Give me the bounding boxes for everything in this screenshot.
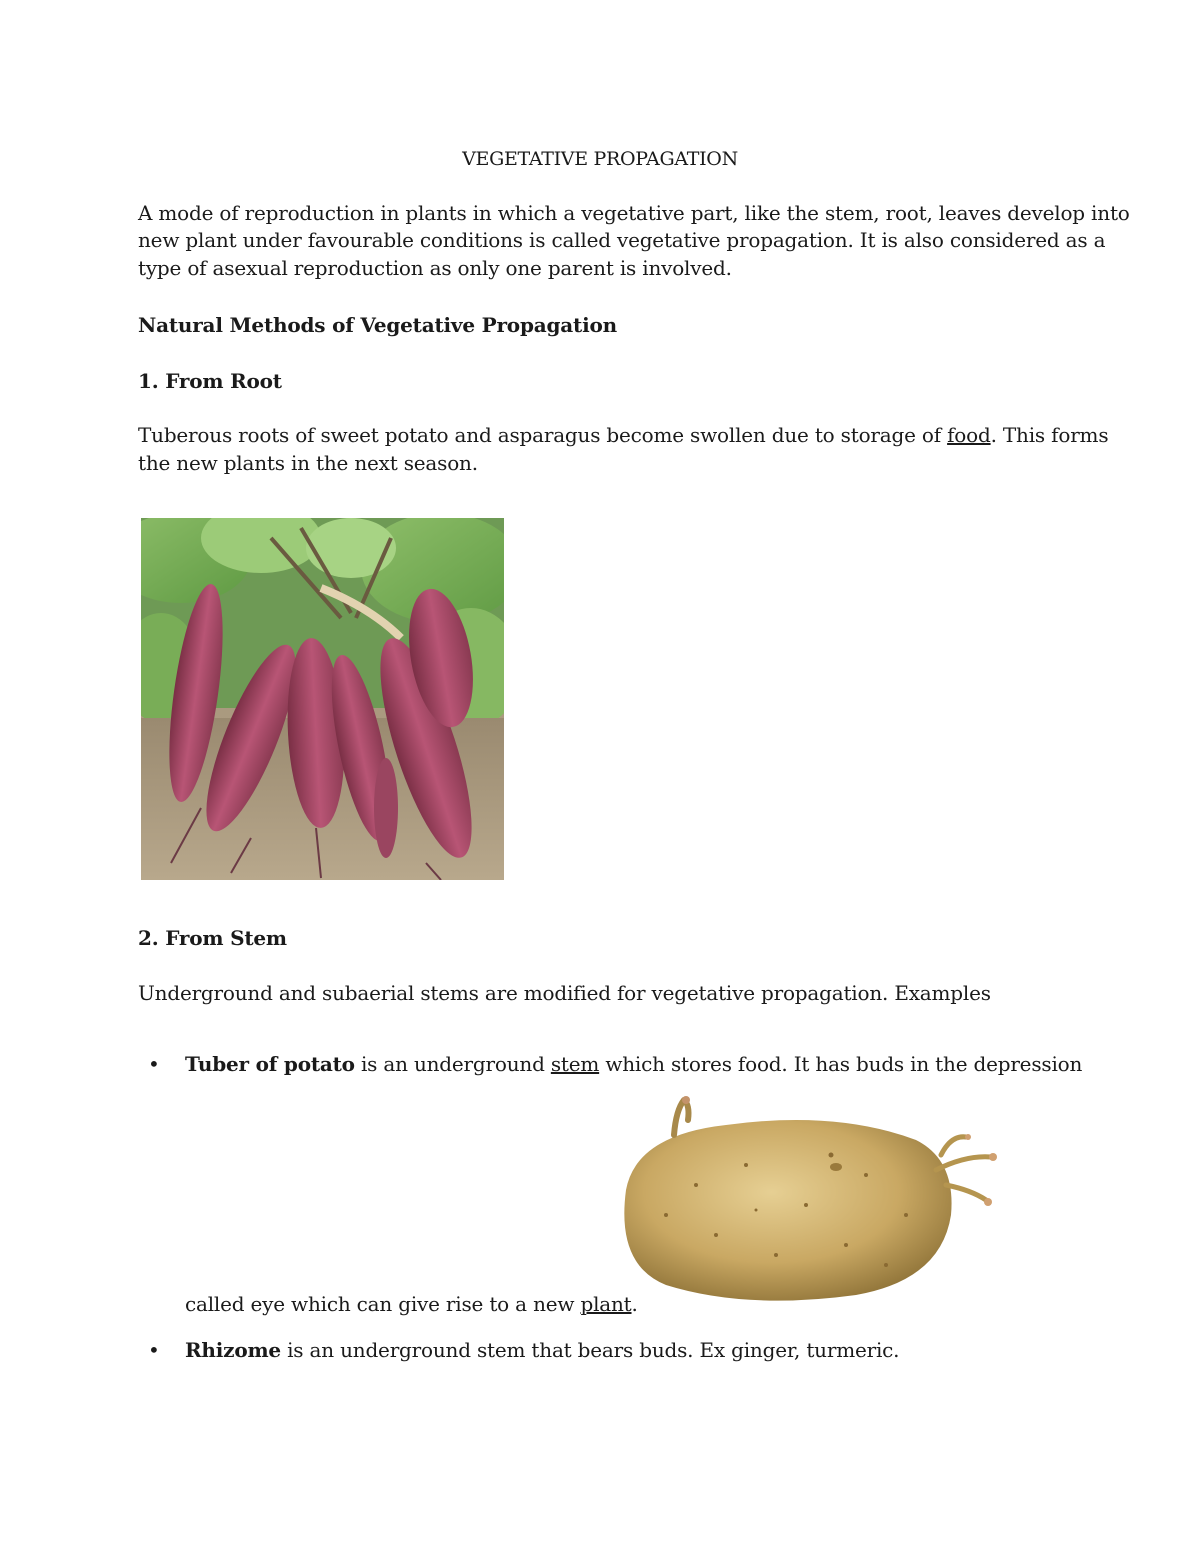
rhizome-text: is an underground stem that bears buds. Ex ginger, turmeric. — [280, 1338, 900, 1362]
potato-photo — [606, 1095, 1006, 1310]
intro-line-3: type of asexual reproduction as only one parent is involved. — [138, 256, 732, 280]
bullet-icon: • — [148, 1052, 160, 1076]
rhizome-term: Rhizome — [185, 1338, 281, 1362]
root-paragraph-line-1 — [138, 422, 1108, 449]
stem-intro: Underground and subaerial stems are modified for vegetative propagation. Examples — [138, 981, 991, 1005]
potato-text-post: which stores food. It has buds in the depression — [599, 1052, 1083, 1076]
document-title: VEGETATIVE PROPAGATION — [462, 148, 738, 170]
sweet-potato-photo — [141, 518, 504, 880]
potato-cont-pre: called eye which can give rise to a new — [185, 1292, 581, 1316]
intro-line-1: A mode of reproduction in plants in which a vegetative part, like the stem, root, leaves develop into — [138, 201, 1130, 225]
plant-link[interactable]: plant — [580, 1292, 632, 1316]
root-paragraph-line-2: the new plants in the next season. — [138, 451, 478, 475]
root-text-pre: Tuberous roots of sweet potato and asparagus become swollen due to storage of — [138, 423, 948, 447]
food-link[interactable]: food — [947, 423, 991, 447]
root-text-post: . This forms — [990, 423, 1109, 447]
intro-line-2: new plant under favourable conditions is called vegetative propagation. It is also considered as a — [138, 228, 1106, 252]
rhizome-bullet — [185, 1337, 899, 1364]
potato-cont-post: . — [631, 1292, 638, 1316]
root-heading: 1. From Root — [138, 369, 282, 393]
stem-heading: 2. From Stem — [138, 926, 287, 950]
bullet-icon: • — [148, 1338, 160, 1362]
section-heading: Natural Methods of Vegetative Propagation — [138, 313, 617, 337]
potato-text-pre: is an underground — [354, 1052, 551, 1076]
potato-bullet-line-1 — [185, 1051, 1082, 1078]
stem-link[interactable]: stem — [550, 1052, 600, 1076]
potato-bullet-line-2 — [185, 1291, 638, 1318]
potato-term: Tuber of potato — [185, 1052, 355, 1076]
